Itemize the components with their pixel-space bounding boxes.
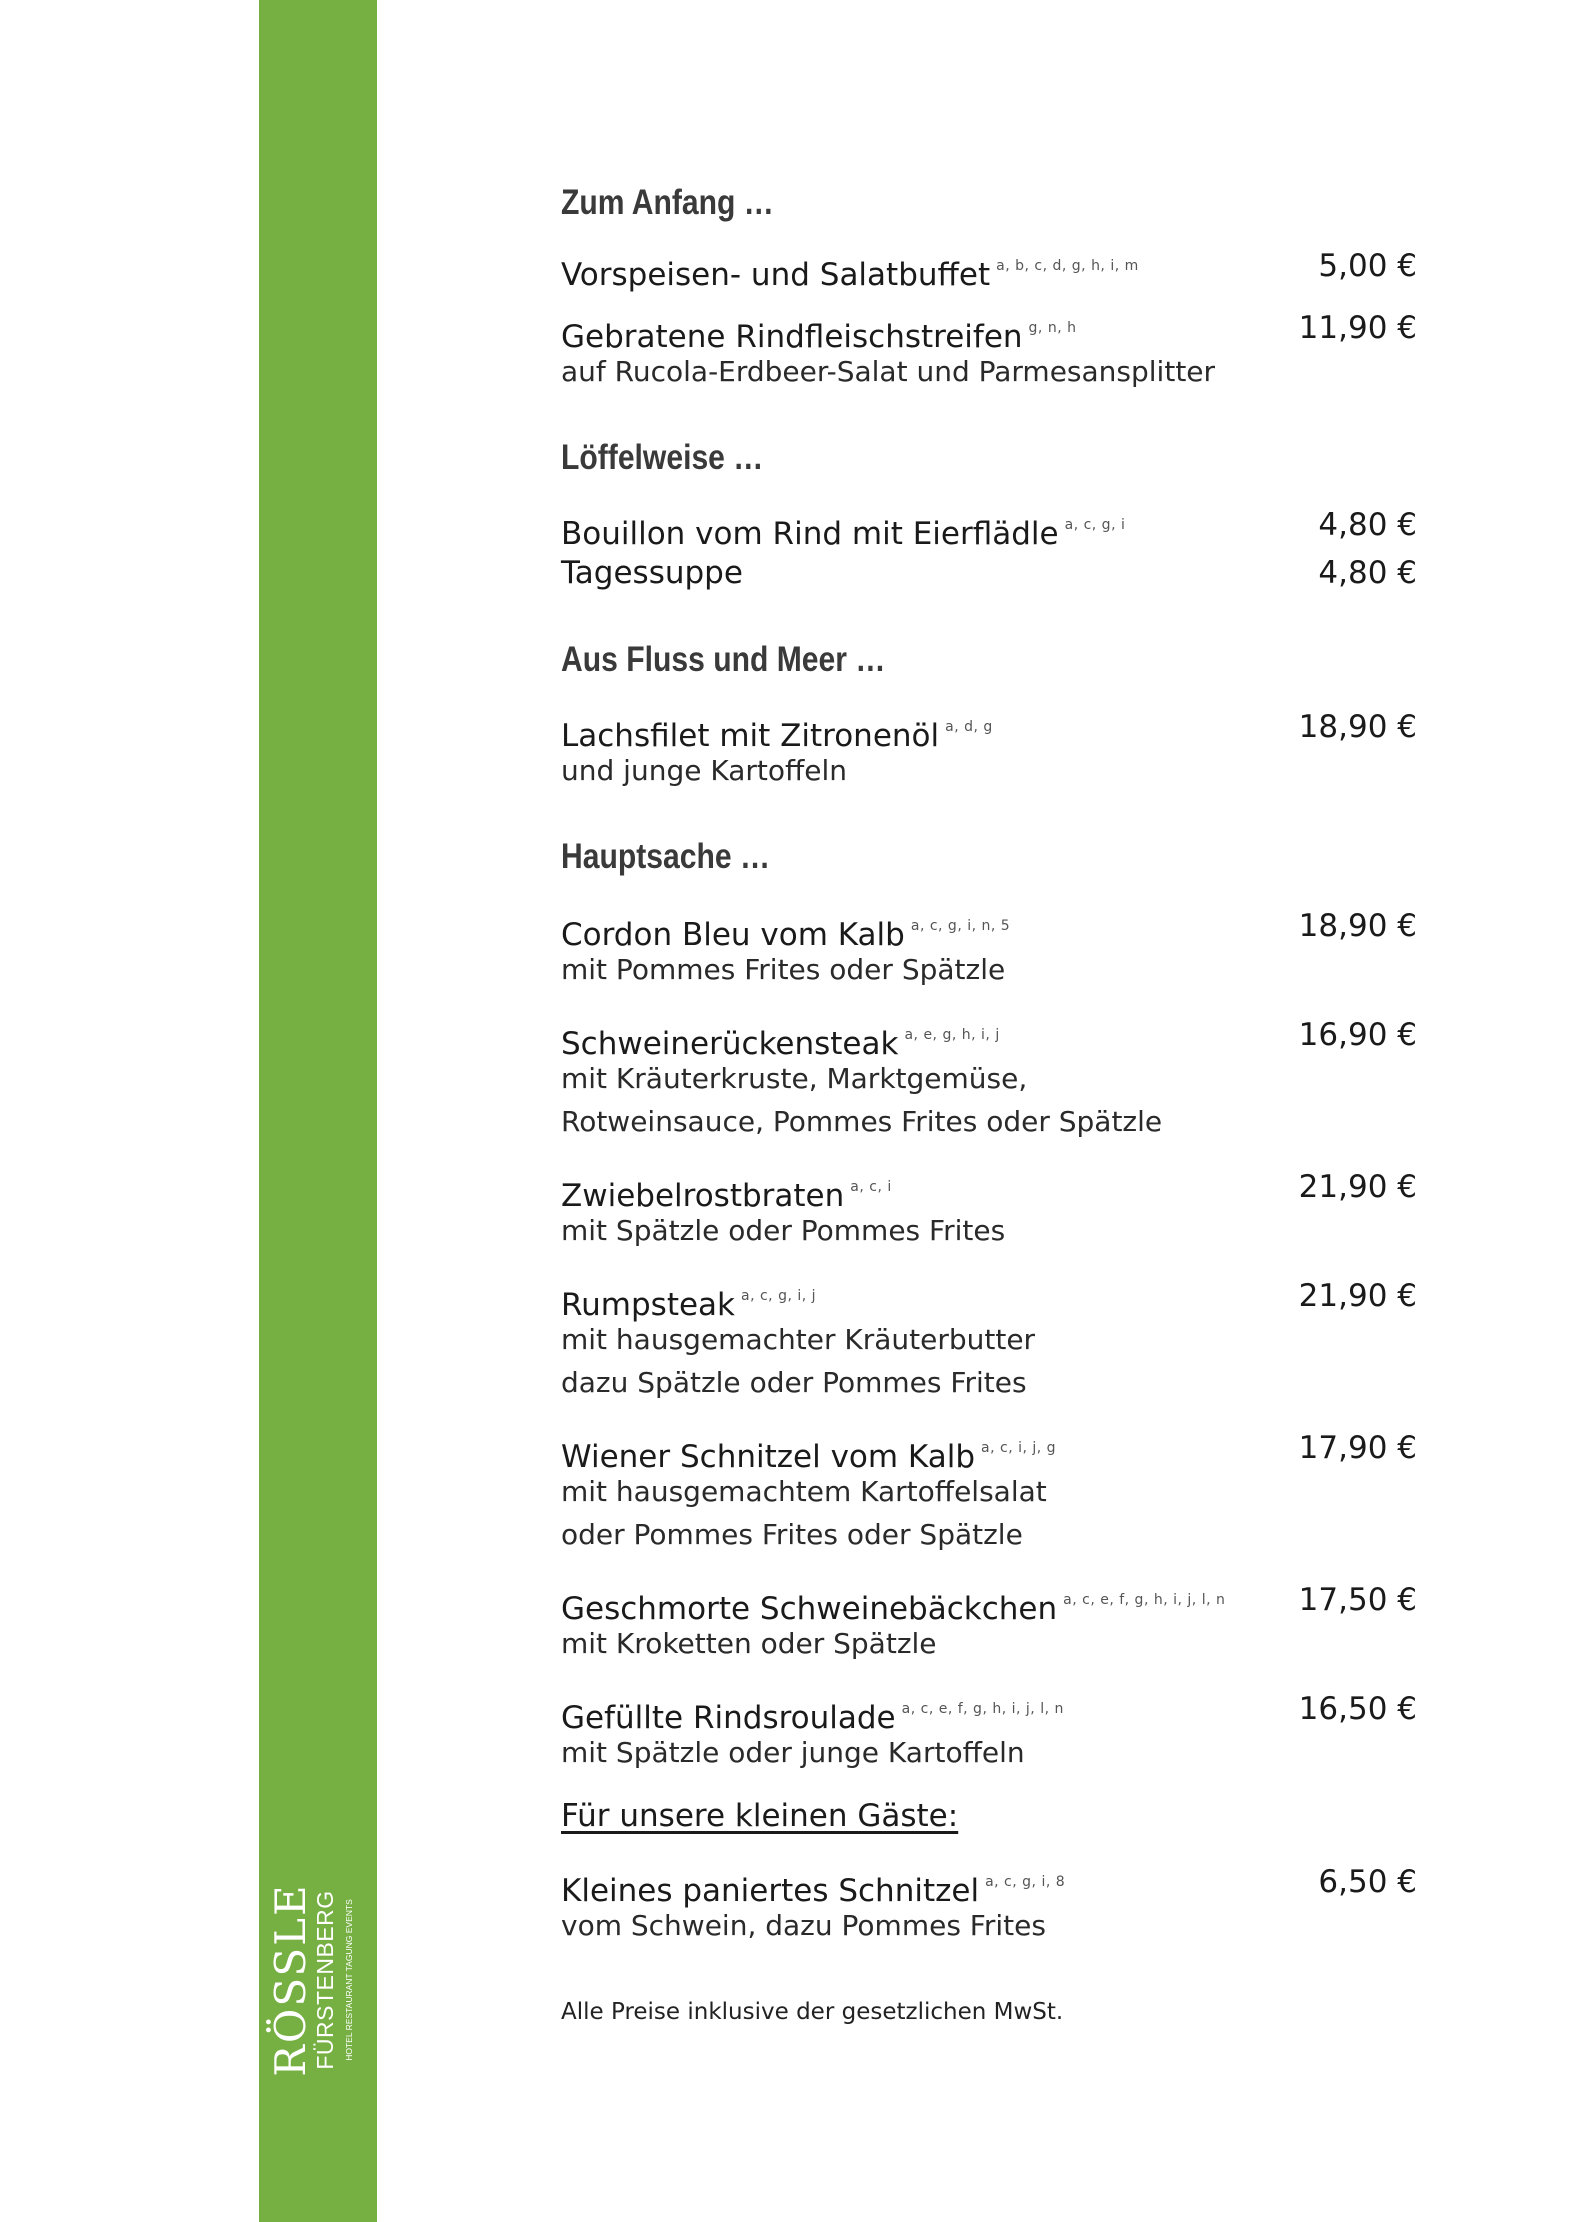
logo-location: FÜRSTENBERG xyxy=(312,1890,338,2070)
item-description: auf Rucola-Erdbeer-Salat und Parmesansplitter xyxy=(561,355,1216,388)
item-price: 21,90 € xyxy=(1298,1278,1417,1314)
item-name: Kleines paniertes Schnitzel $^{a, c, g, i, 8}$ xyxy=(561,1873,1066,1909)
allergen-codes: a, c, i xyxy=(850,1179,892,1195)
item-price: 21,90 € xyxy=(1298,1169,1417,1205)
item-price: 5,00 € xyxy=(1318,248,1417,284)
menu-item xyxy=(561,1274,1417,1404)
menu-item xyxy=(561,1426,1417,1556)
item-name: Lachsfilet mit Zitronenöl $^{a, d, g}$ xyxy=(561,718,993,754)
allergen-codes: a, c, e, f, g, h, i, j, l, n xyxy=(1063,1592,1226,1608)
menu-item xyxy=(561,1165,1417,1252)
item-description: mit hausgemachter Kräuterbutter xyxy=(561,1323,1036,1356)
item-name: Vorspeisen- und Salatbuffet $^{a, b, c, d, g, h, i, m}$ xyxy=(561,257,1139,293)
item-name: Rumpsteak $^{a, c, g, i, j}$ xyxy=(561,1287,817,1323)
section-heading: Löffelweise … xyxy=(561,438,764,477)
item-name: Gebratene Rindfleischstreifen $^{g, n, h}$ xyxy=(561,319,1077,355)
menu-section-hauptsache xyxy=(561,834,1417,1774)
item-description: mit hausgemachtem Kartoffelsalat xyxy=(561,1475,1047,1508)
roessle-logo xyxy=(268,1880,378,2080)
item-price: 4,80 € xyxy=(1318,555,1417,591)
item-description: oder Pommes Frites oder Spätzle xyxy=(561,1518,1023,1551)
item-price: 16,90 € xyxy=(1298,1017,1417,1053)
allergen-codes: a, c, g, i xyxy=(1064,517,1126,533)
menu-section-loeffelweise xyxy=(561,435,1417,595)
menu-item xyxy=(561,1860,1417,1947)
item-name: Tagessuppe xyxy=(561,555,743,591)
item-name: Schweinerückensteak $^{a, e, g, h, i, j}$ xyxy=(561,1026,1000,1062)
item-price: 11,90 € xyxy=(1298,310,1417,346)
item-description: mit Kroketten oder Spätzle xyxy=(561,1627,937,1660)
item-name: Zwiebelrostbraten $^{a, c, i}$ xyxy=(561,1178,892,1214)
item-price: 6,50 € xyxy=(1318,1864,1417,1900)
item-description: mit Kräuterkruste, Marktgemüse, xyxy=(561,1062,1028,1095)
menu-item xyxy=(561,306,1417,393)
menu-section-aus-fluss-und-meer xyxy=(561,637,1417,792)
section-heading: Hauptsache … xyxy=(561,837,771,876)
allergen-codes: a, b, c, d, g, h, i, m xyxy=(996,258,1139,274)
item-description: mit Spätzle oder junge Kartoffeln xyxy=(561,1736,1025,1769)
allergen-codes: a, e, g, h, i, j xyxy=(904,1027,1000,1043)
allergen-codes: a, c, i, j, g xyxy=(981,1440,1057,1456)
item-name: Bouillon vom Rind mit Eierflädle $^{a, c, g, i}$ xyxy=(561,516,1126,552)
item-description: Rotweinsauce, Pommes Frites oder Spätzle xyxy=(561,1105,1163,1138)
item-description: dazu Spätzle oder Pommes Frites xyxy=(561,1366,1027,1399)
menu-item xyxy=(561,1687,1417,1774)
item-price: 18,90 € xyxy=(1298,709,1417,745)
allergen-codes: a, c, g, i, j xyxy=(741,1288,817,1304)
allergen-codes: a, c, e, f, g, h, i, j, l, n xyxy=(901,1701,1064,1717)
menu-content xyxy=(561,180,1417,2027)
item-description: vom Schwein, dazu Pommes Frites xyxy=(561,1909,1046,1942)
allergen-codes: g, n, h xyxy=(1028,320,1077,336)
menu-item xyxy=(561,1013,1417,1143)
menu-section-kids xyxy=(561,1794,1417,1947)
menu-section-zum-anfang xyxy=(561,180,1417,393)
logo-wordmark: RÖSSLE xyxy=(266,1883,315,2077)
item-name: Cordon Bleu vom Kalb $^{a, c, g, i, n, 5}$ xyxy=(561,917,1011,953)
item-name: Wiener Schnitzel vom Kalb $^{a, c, i, j, g}$ xyxy=(561,1439,1057,1475)
item-description: mit Spätzle oder Pommes Frites xyxy=(561,1214,1006,1247)
kids-subheading: Für unsere kleinen Gäste: xyxy=(561,1798,959,1834)
item-price: 16,50 € xyxy=(1298,1691,1417,1727)
menu-item xyxy=(561,904,1417,991)
item-name: Gefüllte Rindsroulade $^{a, c, e, f, g, h, i, j, l, n}$ xyxy=(561,1700,1064,1736)
item-description: mit Pommes Frites oder Spätzle xyxy=(561,953,1006,986)
menu-item xyxy=(561,705,1417,792)
item-price: 17,90 € xyxy=(1298,1430,1417,1466)
item-price: 4,80 € xyxy=(1318,507,1417,543)
item-price: 17,50 € xyxy=(1298,1582,1417,1618)
menu-item xyxy=(561,244,1417,293)
price-footnote: Alle Preise inklusive der gesetzlichen MwSt. xyxy=(561,1999,1064,2025)
allergen-codes: a, c, g, i, n, 5 xyxy=(910,918,1011,934)
section-heading: Zum Anfang … xyxy=(561,183,774,222)
logo-tagline: HOTEL RESTAURANT TAGUNG EVENTS xyxy=(344,1899,354,2061)
allergen-codes: a, c, g, i, 8 xyxy=(985,1874,1066,1890)
section-heading: Aus Fluss und Meer … xyxy=(561,640,886,679)
menu-item xyxy=(561,551,1417,595)
item-description: und junge Kartoffeln xyxy=(561,754,848,787)
item-price: 18,90 € xyxy=(1298,908,1417,944)
item-name: Geschmorte Schweinebäckchen $^{a, c, e, f, g, h, i, j, l, n}$ xyxy=(561,1591,1226,1627)
allergen-codes: a, d, g xyxy=(945,719,993,735)
menu-item xyxy=(561,1578,1417,1665)
menu-item xyxy=(561,503,1417,552)
